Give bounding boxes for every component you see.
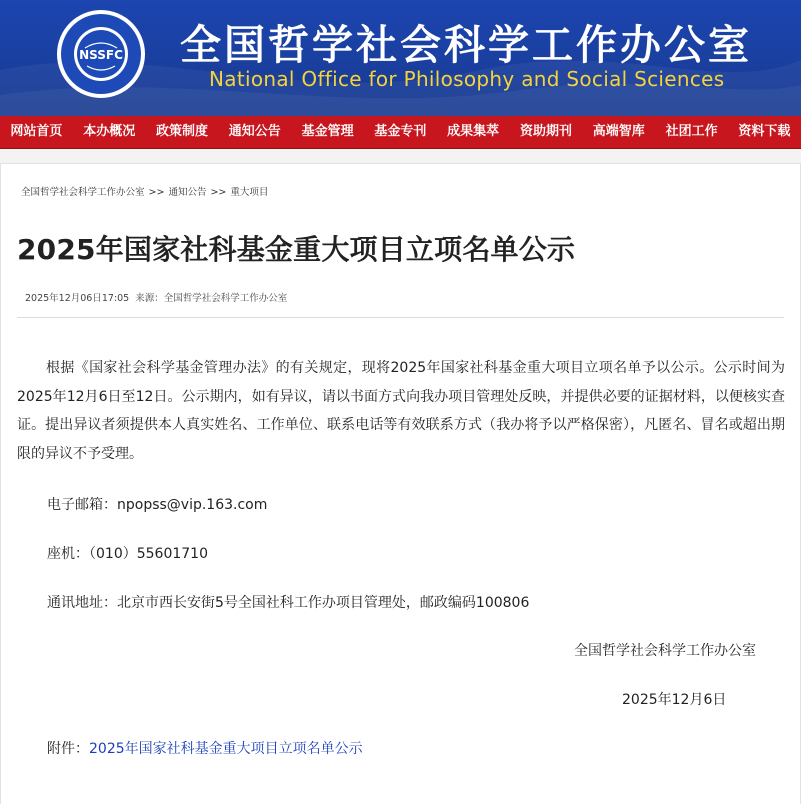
attachment-label: 附件：	[47, 741, 89, 757]
article-meta	[25, 290, 293, 304]
breadcrumb	[21, 184, 268, 198]
nav-item-downloads[interactable]: 资料下载	[738, 124, 791, 139]
contact-email: 电子邮箱：npopss@vip.163.com	[47, 497, 268, 513]
title-divider	[17, 317, 784, 318]
header-gap	[0, 149, 801, 163]
article-source-label: 来源：	[135, 293, 164, 304]
logo-acronym: NSSFC	[79, 48, 123, 62]
nav-item-home[interactable]: 网站首页	[10, 124, 63, 139]
site-title-en: National Office for Philosophy and Social Sciences	[209, 67, 725, 91]
article-date: 2025年12月06日17:05	[25, 293, 130, 304]
site-title-cn: 全国哲学社会科学工作办公室	[180, 21, 752, 69]
breadcrumb-item-notices[interactable]: 通知公告	[168, 187, 207, 198]
article-title: 2025年国家社科基金重大项目立项名单公示	[17, 233, 576, 266]
signature-date: 2025年12月6日	[622, 692, 727, 708]
site-header-banner	[0, 0, 801, 116]
nav-item-policy[interactable]: 政策制度	[155, 124, 208, 139]
nav-item-fund-management[interactable]: 基金管理	[301, 124, 354, 139]
contact-address: 通讯地址：北京市西长安街5号全国社科工作办项目管理处，邮政编码100806	[47, 595, 530, 611]
nav-item-about[interactable]: 本办概况	[83, 124, 136, 139]
breadcrumb-item-major-projects[interactable]: 重大项目	[230, 187, 269, 198]
breadcrumb-separator: >>	[148, 187, 165, 198]
main-nav	[0, 116, 801, 149]
nav-item-achievements[interactable]: 成果集萃	[447, 124, 500, 139]
article-paragraph: 根据《国家社会科学基金管理办法》的有关规定，现将2025年国家社科基金重大项目立项名单予以公示。公示时间为2025年12月6日至12日。公示期内，如有异议，请以书面方式向我办项目管理处反映，并提供必要的证据材料，以便核实查证。提出异议者须提供本人真实姓名、工作单位、联系电话等有效联系方式（我办将予以严格保密），凡匿名、冒名或超出期限的异议不予受理。	[17, 360, 785, 462]
contact-phone: 座机：（010）55601710	[47, 546, 208, 562]
breadcrumb-item-office[interactable]: 全国哲学社会科学工作办公室	[21, 187, 145, 198]
attachment-link[interactable]: 2025年国家社科基金重大项目立项名单公示	[89, 741, 363, 757]
article-source: 全国哲学社会科学工作办公室	[163, 293, 288, 304]
article-container	[0, 163, 801, 804]
nav-item-funded-journals[interactable]: 资助期刊	[519, 124, 572, 139]
attachment-line	[47, 738, 363, 758]
nav-item-fund-journal[interactable]: 基金专刊	[374, 124, 427, 139]
nssfc-logo[interactable]	[55, 8, 147, 100]
breadcrumb-separator: >>	[210, 187, 227, 198]
signature-office: 全国哲学社会科学工作办公室	[574, 643, 756, 659]
nav-item-notices[interactable]: 通知公告	[228, 124, 281, 139]
nav-item-society-work[interactable]: 社团工作	[665, 124, 718, 139]
nav-item-think-tanks[interactable]: 高端智库	[592, 124, 645, 139]
